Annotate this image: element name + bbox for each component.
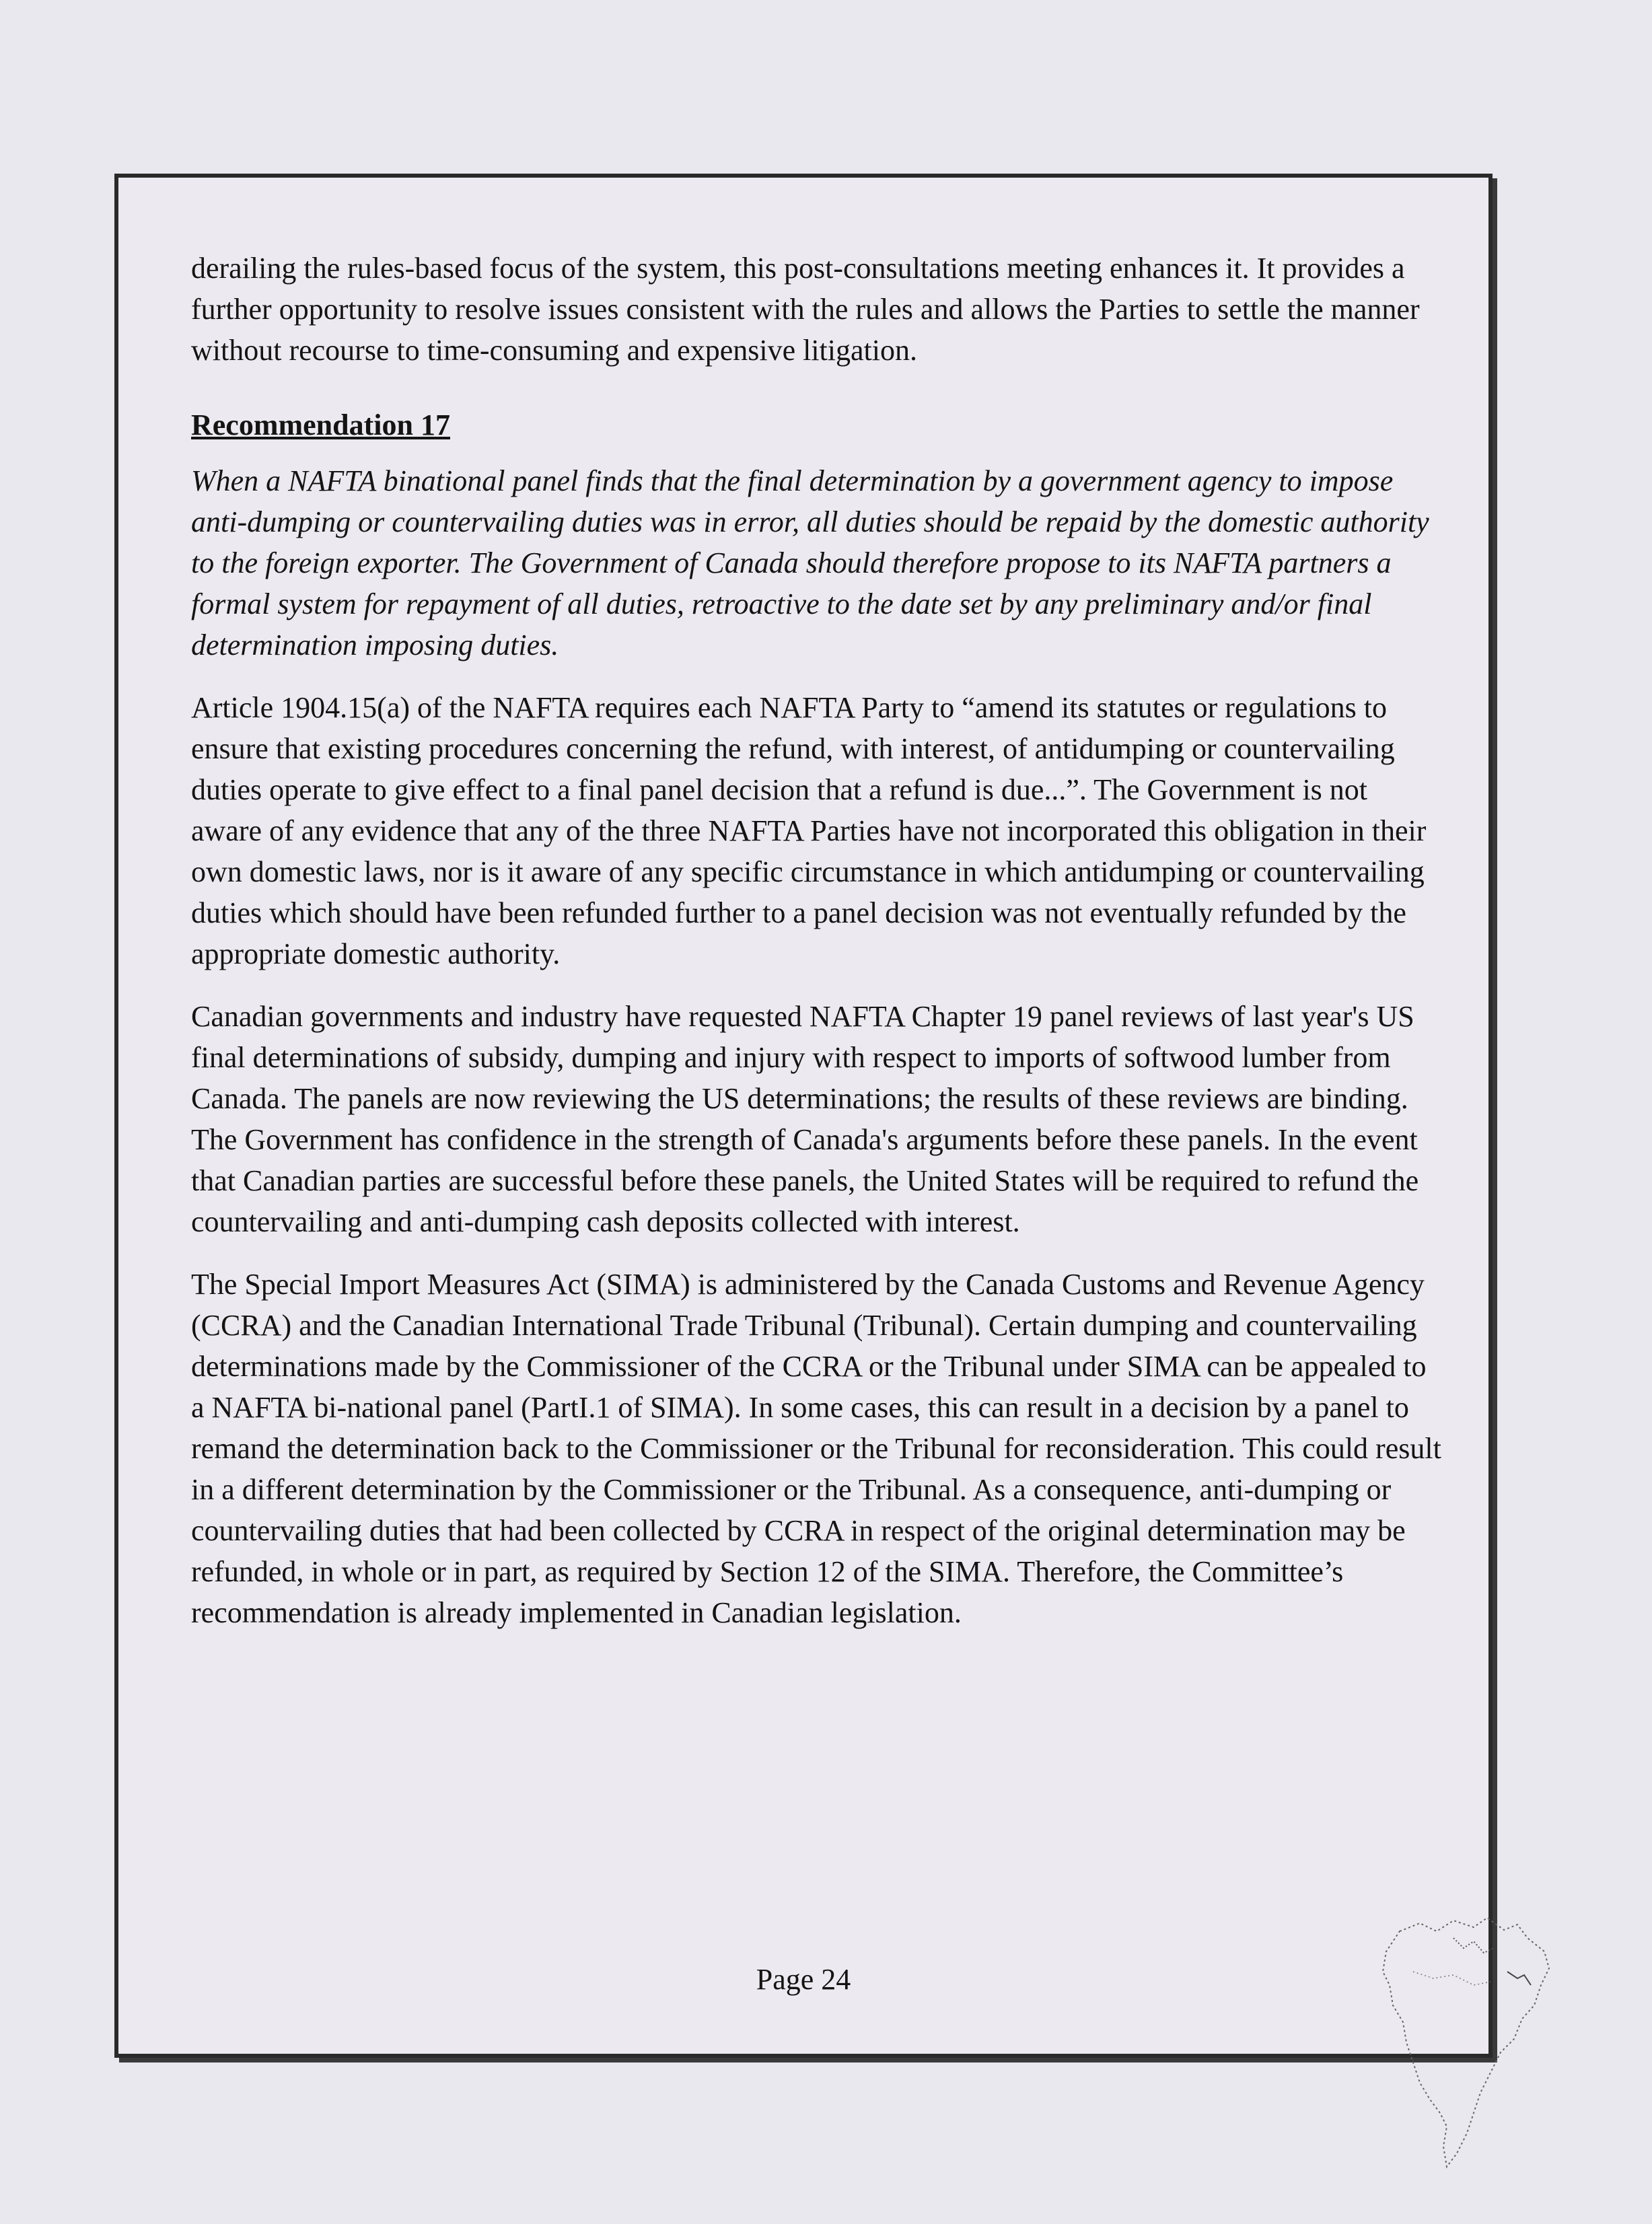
document-body [191,248,1443,1655]
recommendation-heading: Recommendation 17 [191,408,450,441]
sima-paragraph: The Special Import Measures Act (SIMA) is administered by the Canada Customs and Revenue Agency (CCRA) and the Canadian International Trade Tribunal (Tribunal). Certain dumping and countervailing determinations made by the Commissioner of the CCRA or the Tribunal under SIMA can be appealed to a NAFTA bi-national panel (PartI.1 of SIMA). In some cases, this can result in a decision by a panel to remand the determination back to the Commissioner or the Tribunal for reconsideration. This could result in a different determination by the Commissioner or the Tribunal. As a consequence, anti-dumping or countervailing duties that had been collected by CCRA in respect of the original determination may be refunded, in whole or in part, as required by Section 12 of the SIMA. Therefore, the Committee’s recommendation is already implemented in Canadian legislation. [191,1268,1441,1629]
article-paragraph: Article 1904.15(a) of the NAFTA requires each NAFTA Party to “amend its statutes or regulations to ensure that existing procedures concerning the refund, with interest, of antidumping or countervailing duties operate to give effect to a final panel decision that a refund is due...”. The Government is not aware of any evidence that any of the three NAFTA Parties have not incorporated this obligation in their own domestic laws, nor is it aware of any specific circumstance in which antidumping or countervailing duties which should have been refunded further to a panel decision was not eventually refunded by the appropriate domestic authority. [191,691,1427,970]
north-america-map-icon [1373,1911,1595,2180]
page-frame [114,174,1493,2058]
recommendation-text: When a NAFTA binational panel finds that the final determination by a government agency to impose anti-dumping or countervailing duties was in error, all duties should be repaid by the domestic authority to the foreign exporter. The Government of Canada should therefore propose to its NAFTA partners a formal system for repayment of all duties, retroactive to the date set by any preliminary and/or final determination imposing duties. [191,464,1429,661]
intro-paragraph: derailing the rules-based focus of the system, this post-consultations meeting enhances it. It provides a further opportunity to resolve issues consistent with the rules and allows the Parties to settle the manner without recourse to time-consuming and expensive litigation. [191,252,1420,367]
page-number: Page 24 [756,1963,851,1996]
canadian-paragraph: Canadian governments and industry have requested NAFTA Chapter 19 panel reviews of last year's US final determinations of subsidy, dumping and injury with respect to imports of softwood lumber from Canada. The panels are now reviewing the US determinations; the results of these reviews are binding. The Government has confidence in the strength of Canada's arguments before these panels. In the event that Canadian parties are successful before these panels, the United States will be required to refund the countervailing and anti-dumping cash deposits collected with interest. [191,1000,1419,1238]
